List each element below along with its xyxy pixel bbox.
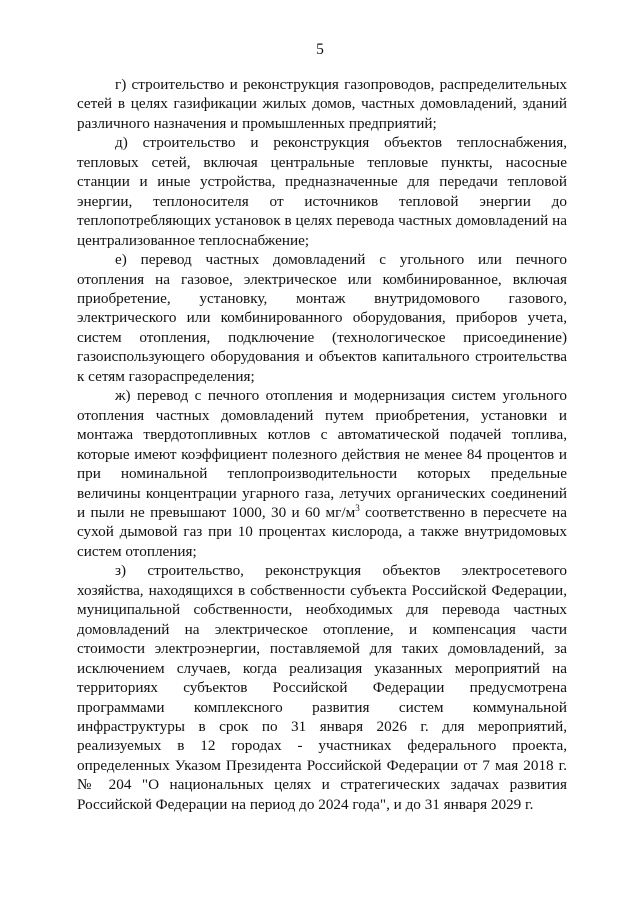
page-number: 5 [316, 41, 324, 58]
paragraph-zh [77, 386, 567, 561]
paragraph-g: г) строительство и реконструкция газопроводов, распределительных сетей в целях газификации жилых домов, частных домовладений, зданий различного назначения и промышленных предприятий; [77, 76, 567, 132]
paragraph-zh-superscript: 3 [355, 502, 360, 513]
paragraph-z: з) строительство, реконструкция объектов электросетевого хозяйства, находящихся в собственности субъекта Российской Федерации, муниципальной собственности, необходимых для перевода частных домовладений на электрическое отопление, и компенсация части стоимости электроэнергии, поставляемой для таких домовладений, за исключением случаев, когда реализация указанных мероприятий на территориях субъектов Российской Федерации предусмотрена программами комплексного развития систем коммунальной инфраструктуры в срок по 31 января 2026 г. для мероприятий, реализуемых в 12 городах - участниках федерального проекта, определенных Указом Президента Российской Федерации от 7 мая 2018 г. № 204 "О национальных целях и стратегических задачах развития Российской Федерации на период до 2024 года", и до 31 января 2029 г. [77, 562, 567, 813]
paragraph-zh-text-before: ж) перевод с печного отопления и модернизация систем угольного отопления частных домовладений путем приобретения, установки и монтажа твердотопливных котлов с автоматической подачей топлива, которые имеют коэффициент полезного действия не менее 84 процентов и при номинальной теплопроизводительности которых предельные величины концентрации угарного газа, летучих органических соединений и пыли не превышают 1000, 30 и 60 мг/м [77, 387, 567, 521]
paragraph-e: е) перевод частных домовладений с угольного или печного отопления на газовое, электрическое или комбинированное, включая приобретение, установку, монтаж внутридомового газового, электрического или комбинированного оборудования, приборов учета, систем отопления, подключение (технологическое присоединение) газоиспользующего оборудования и объектов капитального строительства к сетям газораспределения; [77, 251, 567, 385]
document-body [77, 75, 567, 814]
paragraph-zh-text-after: соответственно в пересчете на сухой дымовой газ при 10 процентах кислорода, а также внутридомовых систем отопления; [77, 503, 567, 560]
paragraph-d: д) строительство и реконструкция объектов теплоснабжения, тепловых сетей, включая центральные тепловые пункты, насосные станции и иные устройства, предназначенные для передачи тепловой энергии, теплоносителя от источников тепловой энергии до теплопотребляющих установок в целях перевода частных домовладений на централизованное теплоснабжение; [77, 134, 567, 249]
